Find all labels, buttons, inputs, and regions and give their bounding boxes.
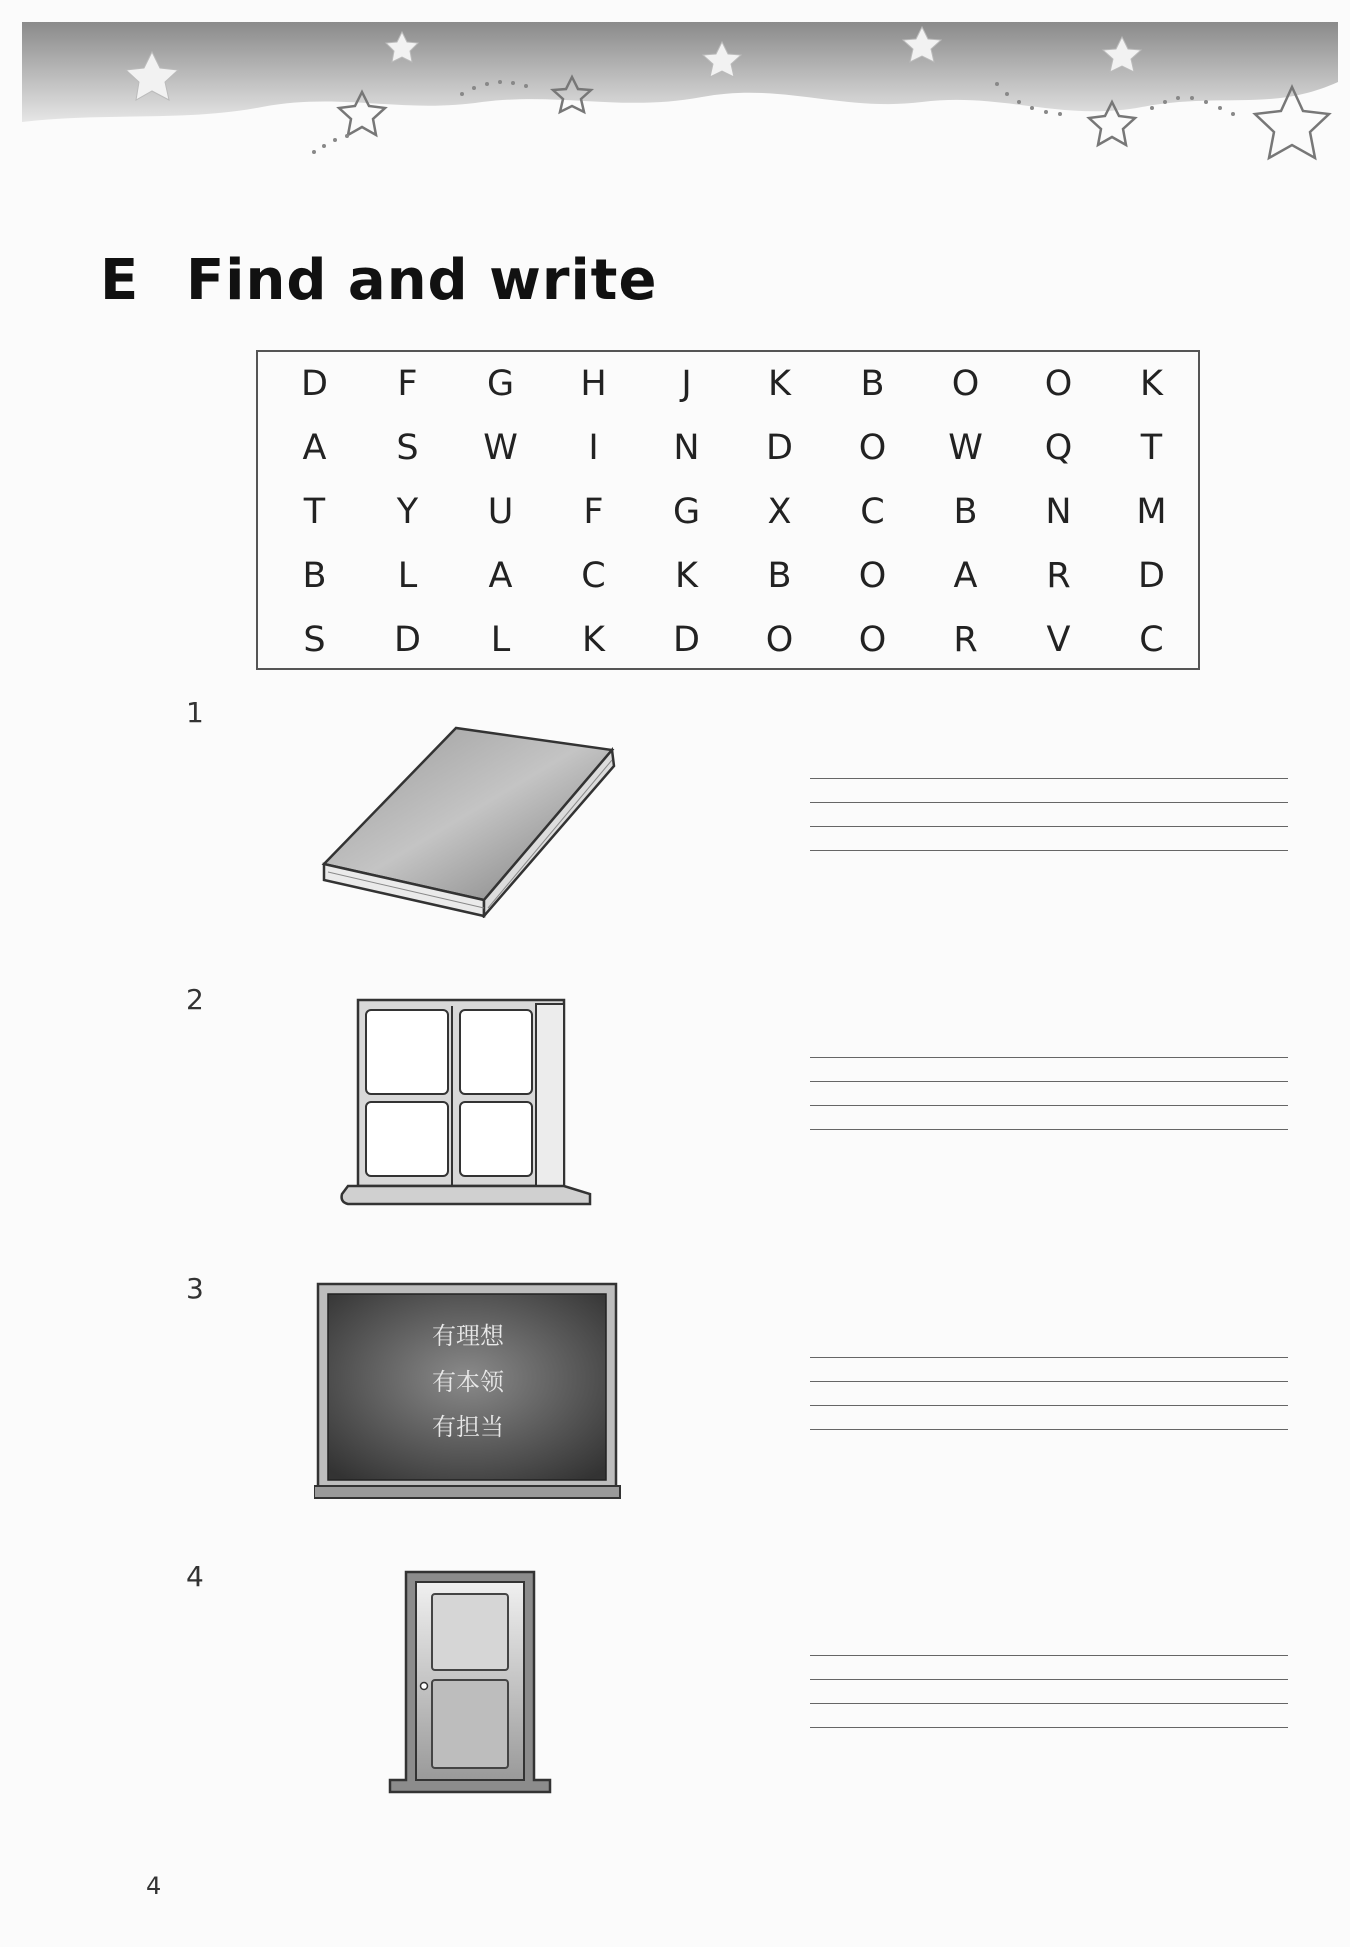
grid-letter: S [396, 428, 419, 468]
grid-row [258, 608, 1198, 672]
book-picture [316, 722, 616, 918]
grid-letter: O [951, 364, 980, 404]
item-number-2: 2 [186, 983, 204, 1016]
board-line-1: 有理想 [432, 1322, 504, 1350]
grid-letter: O [858, 620, 887, 660]
page-number: 4 [146, 1872, 162, 1900]
grid-letter: B [860, 364, 885, 404]
grid-letter: Q [1044, 428, 1073, 468]
grid-letter: H [580, 364, 607, 404]
grid-letter: W [948, 428, 983, 468]
grid-letter: R [953, 620, 978, 660]
grid-letter: K [1140, 364, 1163, 404]
answer-lines-2[interactable] [810, 1057, 1288, 1153]
grid-letter: W [483, 428, 518, 468]
grid-letter: G [486, 364, 515, 404]
blackboard-picture [314, 1280, 622, 1502]
grid-letter: F [583, 492, 604, 532]
grid-letter: D [673, 620, 700, 660]
word-search-grid [256, 350, 1200, 670]
grid-letter: A [953, 556, 978, 596]
section-title: Find and write [186, 248, 658, 313]
grid-letter: O [1044, 364, 1073, 404]
grid-row [258, 416, 1198, 480]
door-picture [386, 1568, 556, 1800]
item-number-1: 1 [186, 696, 204, 729]
grid-letter: M [1136, 492, 1167, 532]
grid-letter: R [1046, 556, 1071, 596]
grid-letter: N [673, 428, 700, 468]
section-heading [100, 248, 657, 313]
grid-letter: D [394, 620, 421, 660]
grid-letter: D [1138, 556, 1165, 596]
grid-letter: L [490, 620, 511, 660]
grid-letter: O [858, 556, 887, 596]
grid-letter: C [860, 492, 885, 532]
grid-letter: O [765, 620, 794, 660]
section-letter: E [100, 248, 140, 313]
grid-letter: C [1139, 620, 1164, 660]
grid-letter: A [488, 556, 513, 596]
grid-row [258, 352, 1198, 416]
grid-letter: J [681, 364, 692, 404]
grid-letter: G [672, 492, 701, 532]
answer-lines-4[interactable] [810, 1655, 1288, 1751]
grid-letter: D [766, 428, 793, 468]
grid-letter: V [1046, 620, 1071, 660]
star-banner-decoration [22, 22, 1338, 192]
grid-letter: B [953, 492, 978, 532]
grid-row [258, 544, 1198, 608]
grid-letter: K [582, 620, 605, 660]
grid-letter: F [397, 364, 418, 404]
answer-lines-1[interactable] [810, 778, 1288, 874]
window-picture [340, 998, 594, 1214]
grid-letter: X [767, 492, 792, 532]
grid-letter: B [767, 556, 792, 596]
grid-row [258, 480, 1198, 544]
board-line-3: 有担当 [432, 1413, 504, 1441]
grid-letter: C [581, 556, 606, 596]
grid-letter: S [303, 620, 326, 660]
grid-letter: D [301, 364, 328, 404]
grid-letter: N [1045, 492, 1072, 532]
grid-letter: I [588, 428, 599, 468]
grid-letter: O [858, 428, 887, 468]
item-number-3: 3 [186, 1272, 204, 1305]
item-number-4: 4 [186, 1560, 204, 1593]
grid-letter: K [768, 364, 791, 404]
grid-letter: T [1140, 428, 1163, 468]
grid-letter: A [302, 428, 327, 468]
answer-lines-3[interactable] [810, 1357, 1288, 1453]
grid-letter: K [675, 556, 698, 596]
grid-letter: B [302, 556, 327, 596]
grid-letter: L [397, 556, 418, 596]
grid-letter: U [487, 492, 514, 532]
board-line-2: 有本领 [432, 1368, 504, 1396]
grid-letter: T [303, 492, 326, 532]
grid-letter: Y [396, 492, 419, 532]
